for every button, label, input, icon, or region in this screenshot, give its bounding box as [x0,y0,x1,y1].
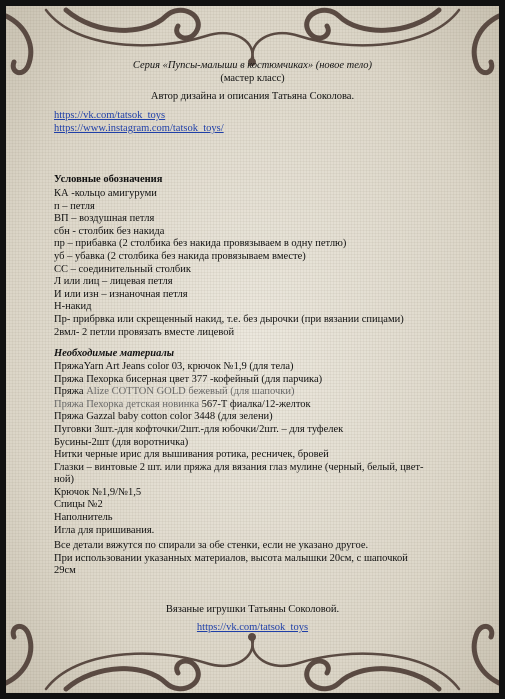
material-text: ПряжаYarn Art Jeans color 03, крючок №1,9 (для тела) [54,361,294,372]
material-text: Нитки черные ирис для вышивания ротика, ресничек, бровей [54,449,329,461]
material-item [54,525,154,537]
material-text: Глазки – винтовые 2 шт. или пряжа для вязания глаз мулине (черный, белый, цвет-ной) [54,461,424,485]
legend-item: Пр- прибрвка или скрещенный накид, т.е. без дырочки (при вязании спицами) [54,314,404,325]
series-title: Серия «Пупсы-малыши в костюмчиках» (новое тело) [132,60,373,71]
material-item [54,499,103,511]
material-item [54,512,113,524]
legend-item: сбн - столбик без накида [54,225,165,237]
note-size: При использовании указанных материалов, высота малышки 20см, с шапочкой 29см [54,553,408,577]
material-text: Пряжа Пехорка детская новинка [54,398,199,410]
material-item [54,411,273,423]
material-text: Крючок №1,9/№1,5 [54,486,142,498]
material-text: Наполнитель [54,512,113,523]
material-text: Игла для пришивания. [54,524,155,536]
legend-heading: Условные обозначения [54,174,163,185]
material-item [54,449,329,461]
legend-item: уб – убавка (2 столбика без накида провязываем вместе) [54,251,306,262]
material-item [54,424,343,436]
legend-item: Л или лиц – лицевая петля [54,276,173,288]
material-item [54,399,311,411]
legend-item: 2вмл- 2 петли провязать вместе лицевой [54,326,235,338]
material-text: бежевый (для шапочки) [185,386,295,398]
legend-item: СС – соединительный столбик [54,263,191,275]
material-item [54,437,188,449]
note-spiral: Все детали вяжутся по спирали за обе стенки, если не указано другое. [54,540,369,551]
material-text: Пуговки 3шт.-для кофточки/2шт.-для юбочки/2шт. – для туфелек [54,424,344,435]
material-text: Пряжа Gazzal baby cotton color 3448 (для зелени) [54,411,273,423]
material-text: Пряжа [54,386,87,398]
instagram-link[interactable]: https://www.instagram.com/tatsok_toys/ [54,123,224,134]
legend-item: Н-накид [54,301,92,313]
legend-item: пр – прибавка (2 столбика без накида провязываем в одну петлю) [54,238,347,250]
legend-item: И или изн – изнаночная петля [54,288,188,300]
material-item [54,487,141,499]
legend-item: ВП – воздушная петля [54,213,155,225]
footer-link-row [6,622,499,634]
footer-vk-link[interactable]: https://vk.com/tatsok_toys [196,622,309,633]
legend-item: КА -кольцо амигуруми [54,188,157,199]
vk-link[interactable]: https://vk.com/tatsok_toys [54,110,166,121]
material-text: Бусины-2шт (для воротничка) [54,436,189,448]
footer-text: Вязаные игрушки Татьяны Соколовой. [165,604,340,615]
master-class-label: (мастер класс) [220,73,285,84]
author-line: Автор дизайна и описания Татьяна Соколова. [150,91,355,102]
material-item [54,386,295,398]
material-text: Пряжа Пехорка бисерная цвет 377 -кофейный (для парчика) [54,373,323,385]
materials-heading: Необходимые материалы [54,348,175,359]
material-item [54,462,439,486]
material-text: 567-Т фиалка/12-желток [199,398,311,410]
material-text: Alize COTTON GOLD [86,386,186,398]
legend-item: п – петля [54,200,95,212]
material-item [54,374,322,386]
document-page [6,6,499,693]
material-item [54,361,294,373]
material-text: Спицы №2 [54,499,103,511]
